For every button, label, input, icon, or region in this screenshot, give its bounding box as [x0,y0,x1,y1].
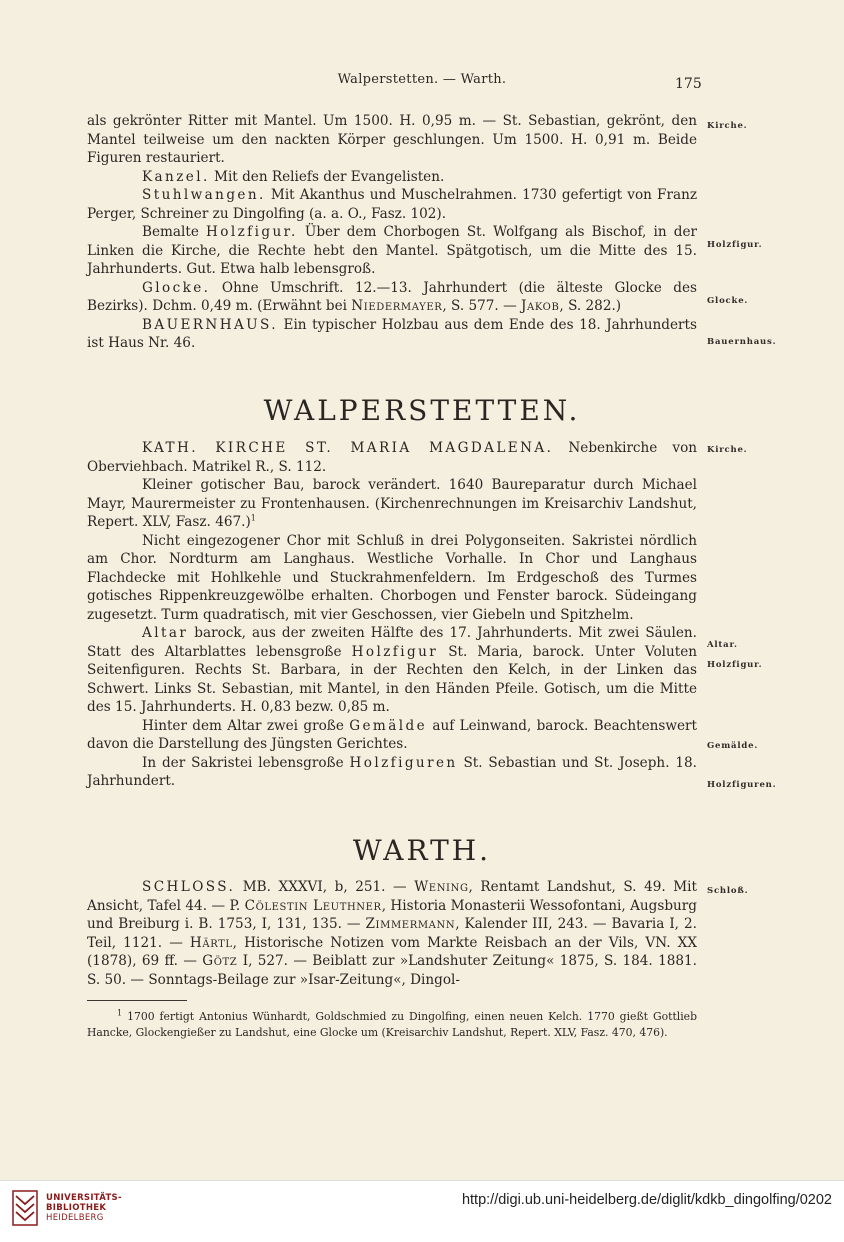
margin-note-schloss: Schloß. [707,886,749,896]
term-kanzel: Kanzel. [142,168,210,185]
paragraph-bau [87,476,697,532]
gemaelde-text-b: auf Leinwand, barock. Beachtenswert davon die Darstellung des Jüngsten Gerichtes. [87,717,697,752]
logo-line-1: UNIVERSITÄTS- [46,1193,122,1203]
term-glocke: Glocke. [142,279,211,296]
paragraph-gemaelde [87,717,697,754]
paragraph-kanzel-text: Mit den Reliefs der Evangelisten. [209,168,445,185]
holzfiguren-text-a: In der Sakristei lebensgroße [142,754,350,771]
author-wening: Wening [414,879,469,895]
holzfiguren-text-b: St. Sebastian und St. Joseph. 18. Jahrhundert. [87,754,697,789]
author-zimmermann: Zimmermann [365,916,456,932]
footnote-mark: 1 [117,1008,123,1018]
section-title-warth: WARTH. [352,834,492,867]
term-holzfigur-altar: Holzfigur [351,643,439,660]
footnote-ref[interactable]: 1 [250,513,256,523]
margin-note-kirche-2: Kirche. [707,445,748,455]
paragraph-holzfigur [87,223,697,279]
paragraph-figures: als gekrönter Ritter mit Mantel. Um 1500. H. 0,95 m. — St. Sebastian, gekrönt, den Mantel teilweise um den nackten Körper geschlungen. Um 1500. H. 0,91 m. Beide Figuren restauriert. [87,113,697,166]
margin-note-holzfigur: Holzfigur. [707,240,763,250]
logo-line-2: BIBLIOTHEK [46,1203,107,1213]
section-title-walperstetten: WALPERSTETTEN. [263,394,581,427]
paragraph-stuhlwangen [87,186,697,223]
margin-note-glocke: Glocke. [707,296,749,306]
term-gemaelde: Gemälde [349,717,428,734]
library-logo-icon[interactable] [12,1190,38,1226]
paragraph-chor: Nicht eingezogener Chor mit Schluß in drei Polygonseiten. Sakristei nördlich am Chor. Nordturm am Langhaus. Westliche Vorhalle. In Chor und Langhaus Flachdecke mit Hohlkehle und Stuckrahmenfeldern. Im Erdgeschoß des Turmes gotisches Rippenkreuzgewölbe erhalten. Chorbogen und Fenster barock. Südeingang zugesetzt. Turm quadratisch, mit vier Geschossen, vier Giebeln und Spitzhelm. [87,532,697,623]
schloss-text-f: I, 527. — Beiblatt zur »Landshuter Zeitung« 1875, S. 184. 1881. S. 50. — Sonntags-Beilage zur »Isar-Zeitung«, Dingol- [87,953,697,988]
term-schloss: SCHLOSS. [142,879,236,895]
author-haertl: Härtl [189,934,233,951]
term-holzfiguren: Holzfiguren [349,754,458,771]
margin-note-holzfigur-2: Holzfigur. [707,660,763,670]
paragraph-bauernhaus-text: Ein typischer Holzbau aus dem Ende des 18. Jahrhunderts ist Haus Nr. 46. [87,316,697,351]
paragraph-holzfigur-text: Über dem Chorbogen St. Wolfgang als Bischof, in der Linken die Kirche, die Rechte hebt den Mantel. Spätgotisch, um die Mitte des 15. Jahrhunderts. Gut. Etwa halb lebensgroß. [87,224,697,277]
footnote-1 [87,1009,697,1040]
schloss-text-d: , Kalender III, 243. — Bavaria I, 2. Teil, 1121. — [87,916,697,951]
walperstetten-section [87,439,697,791]
term-altar: Altar [142,625,189,641]
margin-note-kirche: Kirche. [707,121,748,131]
paragraph-holzfigur-lead: Bemalte [142,224,207,240]
margin-note-gemaelde: Gemälde. [707,741,759,751]
term-kirche: KATH. KIRCHE ST. MARIA MAGDALENA. [142,440,554,456]
paragraph-schloss [87,878,697,989]
author-jakob: Jakob [521,298,560,314]
paragraph-bau-text: Kleiner gotischer Bau, barock verändert. 1640 Baureparatur durch Michael Mayr, Maurermeister zu Frontenhausen. (Kirchenrechnungen im Kreisarchiv Landshut, Repert. XLV, Fasz. 467.) [87,477,697,530]
margin-note-bauernhaus: Bauernhaus. [707,337,777,347]
footnote-divider [87,1000,187,1001]
term-stuhlwangen: Stuhlwangen. [142,187,266,203]
altar-text-b: St. Maria, barock. Unter Voluten Seitenfiguren. Rechts St. Barbara, in der Rechten den Kelch, in der Linken das Schwert. Links St. Sebastian, mit Mantel, in den Händen Pfeile. Gotisch, um die Mitte des 15. Jahrhunderts. H. 0,83 bezw. 0,85 m. [87,643,697,715]
paragraph-holzfiguren [87,754,697,791]
glocke-text-c: , S. 282.) [559,298,622,314]
glocke-text-b: , S. 577. — [442,298,521,314]
paragraph-stuhlwangen-text: Mit Akanthus und Muschelrahmen. 1730 gefertigt von Franz Perger, Schreiner zu Dingolfing (a. a. O., Fasz. 102). [87,187,697,222]
warth-section [87,878,697,989]
footnotes [87,1009,697,1040]
schloss-text-a: MB. XXXVI, b, 251. — [235,879,415,895]
schloss-text-b: , Rentamt Landshut, S. 49. Mit Ansicht, Tafel 44. — P. [87,879,697,914]
schloss-text-e: , Historische Notizen vom Markte Reisbach an der Vils, VN. XX (1878), 69 ff. — [87,934,698,969]
schloss-text-c: , Historia Monasterii Wessofontani, Augsburg und Breiburg i. B. 1753, I, 131, 135. — [87,897,697,932]
running-head: Walperstetten. — Warth. [337,72,507,87]
paragraph-bauernhaus [87,316,697,353]
library-logo-text[interactable] [46,1193,122,1223]
paragraph-glocke [87,279,697,316]
altar-text-a: barock, aus der zweiten Hälfte des 17. Jahrhunderts. Mit zwei Säulen. Statt des Altarblattes lebensgroße [87,625,697,660]
term-holzfigur: Holzfigur. [206,224,298,240]
footnote-1-text: 1700 fertigt Antonius Wünhardt, Goldschmied zu Dingolfing, einen neuen Kelch. 1770 gießt Gottlieb Hancke, Glockengießer zu Landshut, eine Glocke um (Kreisarchiv Landshut, Repert. XLV, Fasz. 470, 476). [87,1010,697,1039]
paragraph-kanzel [87,168,697,187]
footer-bar [0,1180,844,1242]
paragraph-kirche [87,439,697,476]
page-number: 175 [675,76,702,92]
source-url-link[interactable]: http://digi.ub.uni-heidelberg.de/diglit/kdkb_dingolfing/0202 [461,1192,832,1208]
paragraph-altar [87,624,697,717]
margin-note-altar: Altar. [707,640,738,650]
margin-note-holzfiguren: Holzfiguren. [707,780,777,790]
paragraph-kirche-text: Nebenkirche von Oberviehbach. Matrikel R., S. 112. [87,440,698,475]
author-niedermayer: Niedermayer [351,298,443,314]
author-leuthner: Cölestin Leuthner [244,897,382,914]
top-section [87,112,697,353]
gemaelde-text-a: Hinter dem Altar zwei große [142,717,350,734]
author-goetz: Götz [202,953,238,969]
term-bauernhaus: BAUERNHAUS. [142,316,278,333]
glocke-text-a: Ohne Umschrift. 12.—13. Jahrhundert (die älteste Glocke des Bezirks). Dchm. 0,49 m. (Erwähnt bei [87,279,697,314]
logo-line-3: HEIDELBERG [46,1213,104,1223]
